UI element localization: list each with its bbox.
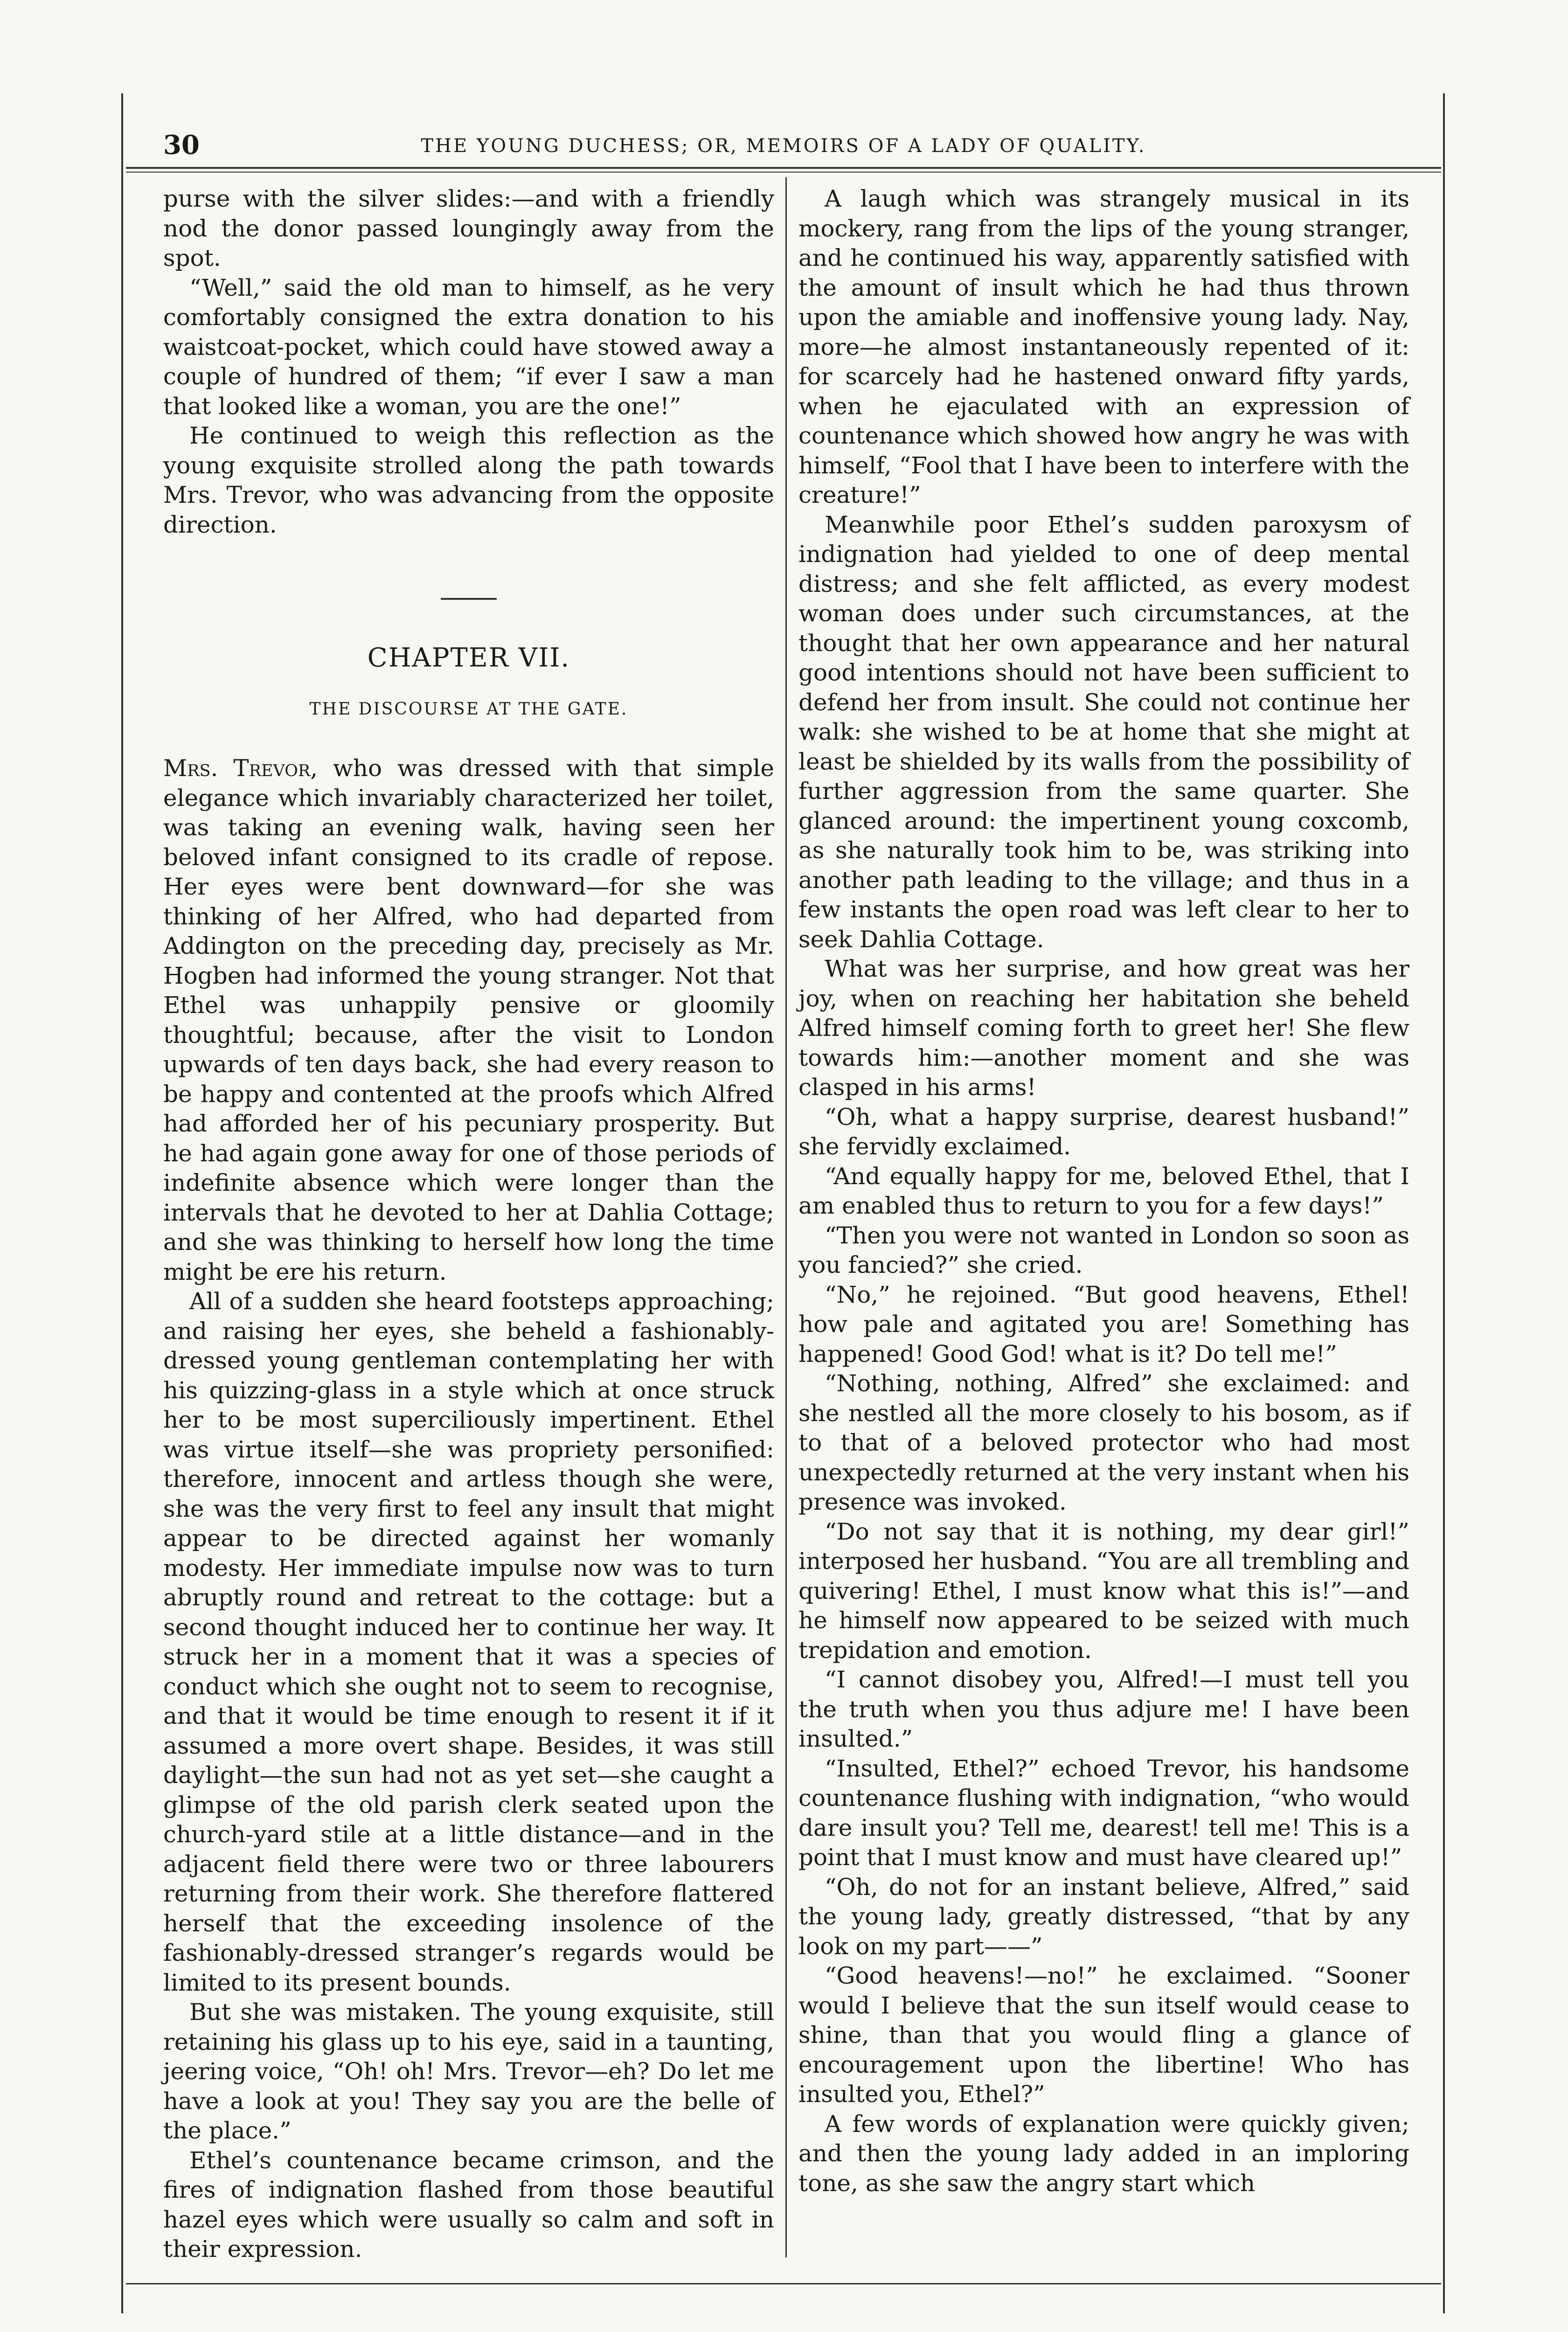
chapter-first-paragraph-text: who was dressed with that simple elegance which invariably characterized her toilet, was taking an evening walk, having seen her beloved infant consigned to its cradle of repose. Her eyes were bent downward—for she was thinking of her Alfred, who had departed from Addington on the preceding day, precisely as Mr. Hogben had informed the young stranger. Not that Ethel was unhappily pensive or gloomily thoughtful; because, after the visit to London upwards of ten days back, she had every reason to be happy and contented at the proofs which Alfred had afforded her of his pecuniary prosperity. But he had again gone away for one of those periods of indefinite absence which were longer than the intervals that he devoted to her at Dahlia Cottage; and she was thinking to herself how long the time might be ere his return. xyxy=(163,755,775,1285)
header-title: THE YOUNG DUCHESS; OR, MEMOIRS OF A LADY OF QUALITY. xyxy=(421,135,1146,157)
paragraph: “Well,” said the old man to himself, as he very comfortably consigned the extra donation to his waistcoat-pocket, which could have stowed away a couple of hundred of them; “if ever I saw a man that looked like a woman, you are the one!” xyxy=(163,274,774,420)
paragraph: “And equally happy for me, beloved Ethel, that I am enabled thus to return to you for a few days!” xyxy=(798,1162,1409,1219)
paragraph: “Oh, what a happy surprise, dearest husband!” she fervidly exclaimed. xyxy=(798,1103,1409,1160)
paragraph: A few words of explanation were quickly given; and then the young lady added in an imploring tone, as she saw the angry start which xyxy=(798,2110,1409,2197)
header-rule xyxy=(126,167,1441,173)
paragraph: “No,” he rejoined. “But good heavens, Ethel! how pale and agitated you are! Something has happened! Good God! what is it? Do tell me!” xyxy=(798,1281,1409,1367)
paragraph: “I cannot disobey you, Alfred!—I must tell you the truth when you thus adjure me! I have been insulted.” xyxy=(798,1666,1409,1752)
paragraph: “Oh, do not for an instant believe, Alfred,” said the young lady, greatly distressed, “that by any look on my part——” xyxy=(798,1873,1409,1960)
paragraph: “Insulted, Ethel?” echoed Trevor, his handsome countenance flushing with indignation, “who would dare insult you? Tell me, dearest! tell me! This is a point that I must know and must have cleared up!” xyxy=(798,1755,1409,1871)
running-head xyxy=(126,126,1441,168)
footer-rule xyxy=(126,2283,1441,2284)
paragraph: All of a sudden she heard footsteps approaching; and raising her eyes, she beheld a fashionably-dressed young gentleman contemplating her with his quizzing-glass in a style which at once struck her to be most superciliously impertinent. Ethel was virtue itself—she was propriety personified: therefore, innocent and artless though she were, she was the very first to feel any insult that might appear to be directed against her womanly modesty. Her immediate impulse now was to turn abruptly round and retreat to the cottage: but a second thought induced her to continue her way. It struck her in a moment that it was a species of conduct which she ought not to seem to recognise, and that it would be time enough to resent it if it assumed a more overt shape. Besides, it was still daylight—the sun had not as yet set—she caught a glimpse of the old parish clerk seated upon the church-yard stile at a little distance—and in the adjacent field there were two or three labourers returning from their work. She therefore flattered herself that the exceeding insolence of the fashionably-dressed stranger’s regards would be limited to its present bounds. xyxy=(163,1288,774,1996)
chapter-title: CHAPTER VII. xyxy=(367,643,570,673)
section-divider xyxy=(441,598,497,600)
paragraph: “Do not say that it is nothing, my dear girl!” interposed her husband. “You are all trembling and quivering! Ethel, I must know what this is!”—and he himself now appeared to be seized with much trepidation and emotion. xyxy=(798,1518,1409,1664)
chapter-first-paragraph xyxy=(163,754,774,1287)
paragraph: But she was mistaken. The young exquisite, still retaining his glass up to his eye, said in a taunting, jeering voice, “Oh! oh! Mrs. Trevor—eh? Do let me have a look at you! They say you are the belle of the place.” xyxy=(163,1999,774,2144)
paragraph: What was her surprise, and how great was her joy, when on reaching her habitation she beheld Alfred himself coming forth to greet her! She flew towards him:—another moment and she was clasped in his arms! xyxy=(798,955,1409,1101)
paragraph: purse with the silver slides:—and with a friendly nod the donor passed loungingly away from the spot. xyxy=(163,185,774,271)
paragraph: Ethel’s countenance became crimson, and the fires of indignation flashed from those beautiful hazel eyes which were usually so calm and soft in their expression. xyxy=(163,2146,774,2263)
chapter-lead: Mrs. Trevor, xyxy=(163,755,318,782)
paragraph: “Then you were not wanted in London so soon as you fancied?” she cried. xyxy=(798,1222,1409,1278)
page-number: 30 xyxy=(163,130,200,160)
left-column xyxy=(163,184,774,2264)
chapter-subtitle: THE DISCOURSE AT THE GATE. xyxy=(309,700,628,719)
paragraph: He continued to weigh this reflection as the young exquisite strolled along the path towards Mrs. Trevor, who was advancing from the opposite direction. xyxy=(163,422,774,538)
paragraph: “Nothing, nothing, Alfred” she exclaimed: and she nestled all the more closely to his bosom, as if to that of a beloved protector who had most unexpectedly returned at the very instant when his presence was invoked. xyxy=(798,1370,1409,1515)
column-divider xyxy=(785,177,787,2257)
right-column xyxy=(798,184,1409,2198)
paragraph: A laugh which was strangely musical in its mockery, rang from the lips of the young stranger, and he continued his way, apparently satisfied with the amount of insult which he had thus thrown upon the amiable and inoffensive young lady. Nay, more—he almost instantaneously repented of it: for scarcely had he hastened onward fifty yards, when he ejaculated with an expression of countenance which showed how angry he was with himself, “Fool that I have been to interfere with the creature!” xyxy=(798,185,1409,508)
paragraph: “Good heavens!—no!” he exclaimed. “Sooner would I believe that the sun itself would cease to shine, than that you would fling a glance of encouragement upon the libertine! Who has insulted you, Ethel?” xyxy=(798,1962,1409,2108)
paragraph: Meanwhile poor Ethel’s sudden paroxysm of indignation had yielded to one of deep mental distress; and she felt afflicted, as every modest woman does under such circumstances, at the thought that her own appearance and her natural good intentions should not have been sufficient to defend her from insult. She could not continue her walk: she wished to be at home that she might at least be shielded by its walls from the possibility of further aggression from the same quarter. She glanced around: the impertinent young coxcomb, as she naturally took him to be, was striking into another path leading to the village; and thus in a few instants the open road was left clear to her to seek Dahlia Cottage. xyxy=(798,511,1409,953)
